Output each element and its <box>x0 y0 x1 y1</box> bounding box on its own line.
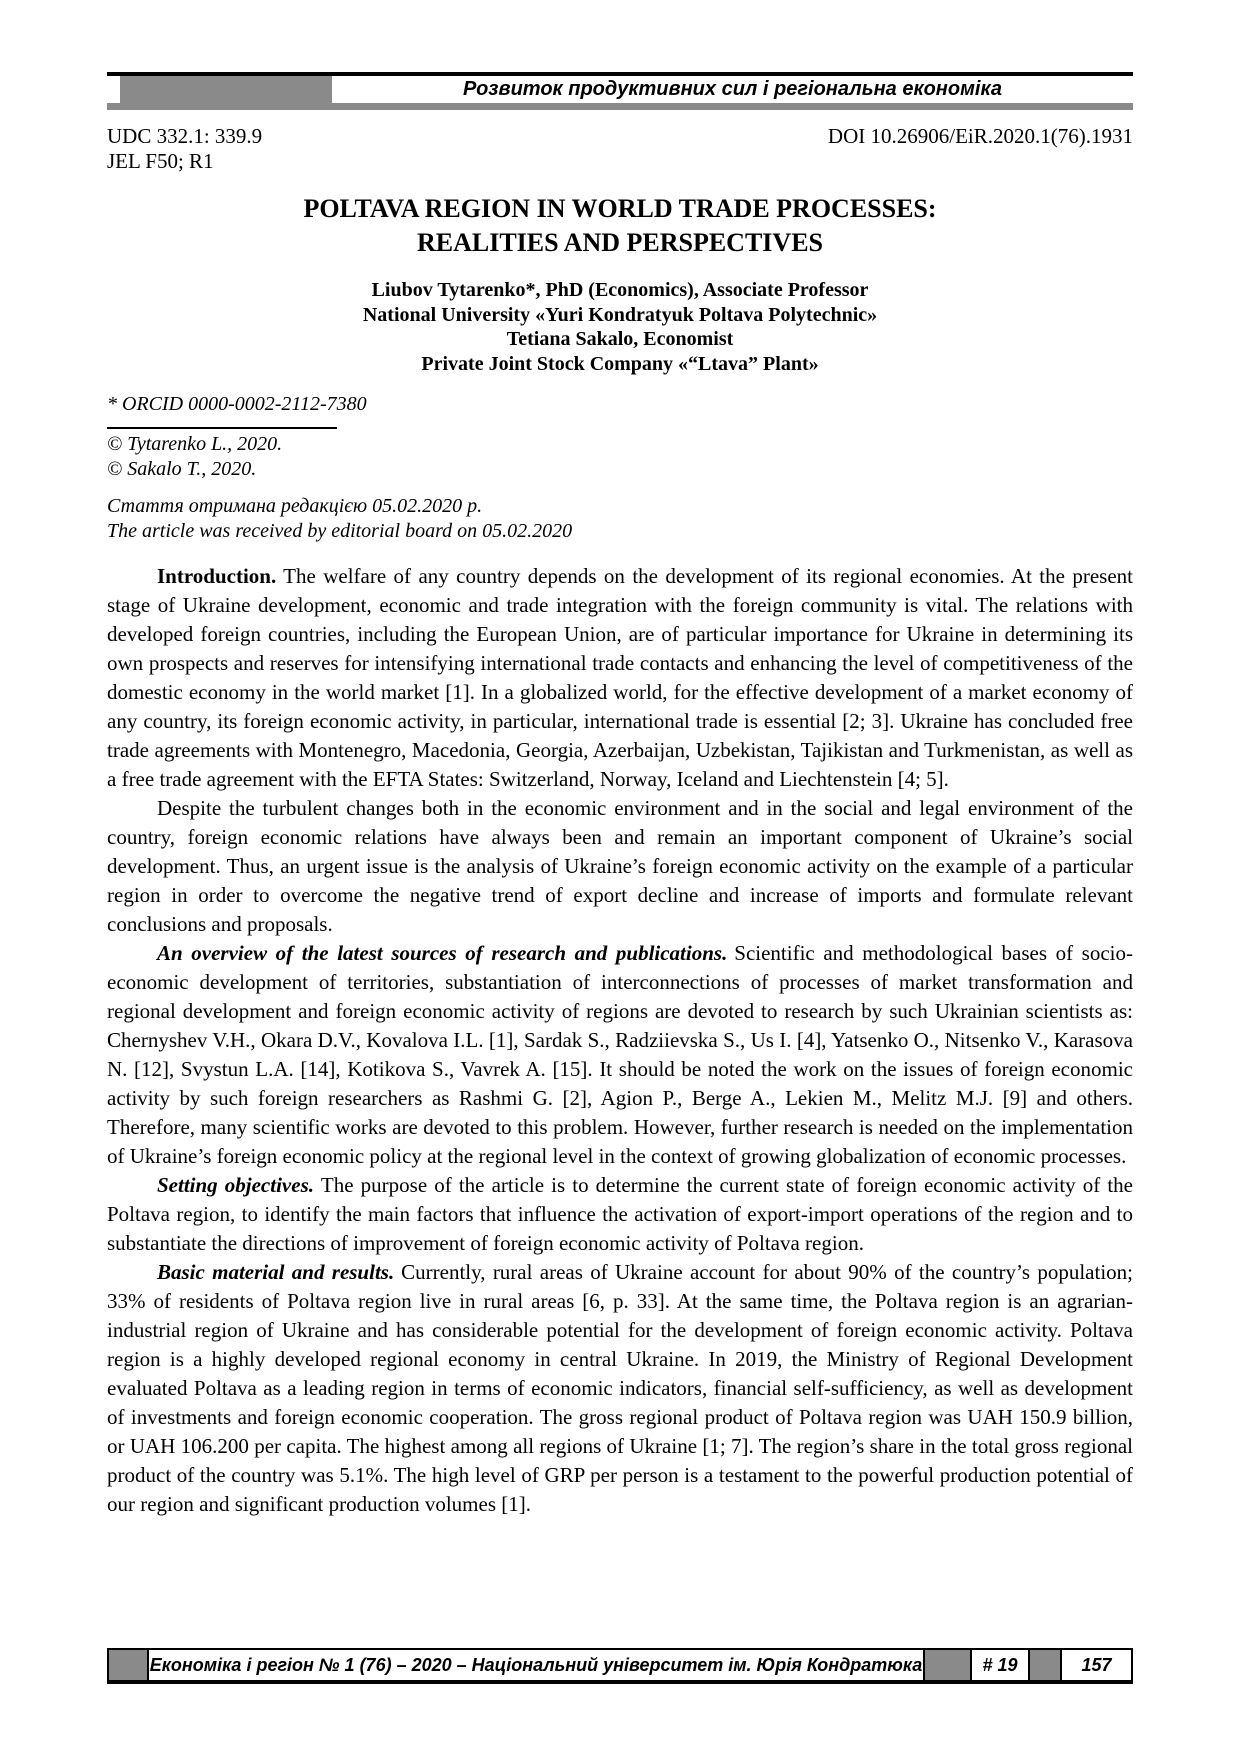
footer-page-number: 157 <box>1060 1650 1133 1680</box>
author-line: Liubov Tytarenko*, PhD (Economics), Associate Professor <box>371 279 869 301</box>
copyright-line: © Sakalo T., 2020. <box>107 458 257 480</box>
paragraph-lead: Introduction. <box>157 564 277 588</box>
footer-journal-line: Економіка і регіон № 1 (76) – 2020 – Національний університет ім. Юрія Кондратюка <box>147 1650 925 1680</box>
meta-row <box>107 124 1133 149</box>
paragraph-text: Currently, rural areas of Ukraine account for about 90% of the country’s population; 33% of residents of Poltava region live in rural areas [6, p. 33]. At the same time, the Poltava region is an agrarian-industrial region of Ukraine and has considerable potential for the development of foreign economic activity. Poltava region is a highly developed regional economy in central Ukraine. In 2019, the Ministry of Regional Development evaluated Poltava as a leading region in terms of economic indicators, financial self-sufficiency, as well as development of investments and foreign economic cooperation. The gross regional product of Poltava region was UAH 150.9 billion, or UAH 106.200 per capita. The highest among all regions of Ukraine [1; 7]. The region’s share in the total gross regional product of the country was 5.1%. The high level of GRP per person is a testament to the powerful production potential of our region and significant production volumes [1]. <box>107 1260 1134 1516</box>
journal-running-head <box>107 76 1133 103</box>
journal-section-title: Розвиток продуктивних сил і регіональна економіка <box>463 78 1002 100</box>
author-line: Tetiana Sakalo, Economist <box>506 328 734 350</box>
article-title-line1: POLTAVA REGION IN WORLD TRADE PROCESSES: <box>303 194 937 223</box>
copyright-block <box>107 432 1133 482</box>
paragraph-setting-objectives <box>107 1171 1133 1258</box>
footer-gray-box <box>107 1650 147 1680</box>
page-content <box>107 72 1133 1519</box>
footer-gray-box <box>1030 1650 1060 1680</box>
received-line-en: The article was received by editorial board on 05.02.2020 <box>107 520 573 542</box>
paragraph-text: The welfare of any country depends on the development of its regional economies. At the present stage of Ukraine development, economic and trade integration with the foreign community is vital. The relations with developed foreign countries, including the European Union, are of particular importance for Ukraine in determining its own prospects and reserves for intensifying international trade contacts and enhancing the level of competitiveness of the domestic economy in the world market [1]. In a globalized world, for the effective development of a market economy of any country, its foreign economic activity, in particular, international trade is essential [2; 3]. Ukraine has concluded free trade agreements with Montenegro, Macedonia, Georgia, Azerbaijan, Uzbekistan, Tajikistan and Turkmenistan, as well as a free trade agreement with the EFTA States: Switzerland, Norway, Iceland and Liechtenstein [4; 5]. <box>107 564 1133 791</box>
footer-gray-box <box>925 1650 970 1680</box>
author-affiliation: National University «Yuri Kondratyuk Poltava Polytechnic» <box>362 303 878 326</box>
paragraph-text: The purpose of the article is to determine the current state of foreign economic activity of the Poltava region, to identify the main factors that influence the activation of export-import operations of the region and to substantiate the directions of improvement of foreign economic activity of Poltava region. <box>107 1173 1133 1255</box>
article-title <box>107 192 1133 260</box>
paragraph-basic-material <box>107 1258 1133 1519</box>
received-block <box>107 494 1133 544</box>
authors-block <box>107 278 1133 376</box>
article-body <box>107 562 1133 1519</box>
footer-issue-number: # 19 <box>970 1650 1030 1680</box>
footnote-separator-rule <box>107 427 337 429</box>
doi-code: DOI 10.26906/EiR.2020.1(76).1931 <box>827 124 1133 148</box>
copyright-line: © Tytarenko L., 2020. <box>107 433 283 455</box>
paragraph-text: Scientific and methodological bases of socio-economic development of territories, substantiation of interconnections of processes of market transformation and regional development and foreign economic activity of regions are devoted to research by such Ukrainian scientists as: Chernyshev V.H., Okara D.V., Kovalova I.L. [1], Sardak S., Radziievska S., Us I. [4], Yatsenko O., Nitsenko V., Karasova N. [12], Svystun L.A. [14], Kotikova S., Vavrek A. [15]. It should be noted the work on the issues of foreign economic activity by such foreign researchers as Rashmi G. [2], Agion P., Berge A., Lekien M., Melitz M.J. [9] and others. Therefore, many scientific works are devoted to this problem. However, further research is needed on the implementation of Ukraine’s foreign economic policy at the regional level in the context of growing globalization of economic processes. <box>107 941 1134 1168</box>
paragraph-text: Despite the turbulent changes both in the economic environment and in the social and legal environment of the country, foreign economic relations have always been and remain an important component of Ukraine’s social development. Thus, an urgent issue is the analysis of Ukraine’s foreign economic activity on the example of a particular region in order to overcome the negative trend of export decline and increase of imports and formulate relevant conclusions and proposals. <box>107 796 1133 936</box>
paragraph-lead: Setting objectives. <box>157 1173 314 1197</box>
paragraph-despite <box>107 794 1133 939</box>
jel-row <box>107 149 1133 174</box>
article-title-line2: REALITIES AND PERSPECTIVES <box>416 228 823 257</box>
orcid-note: * ORCID 0000-0002-2112-7380 <box>107 393 367 415</box>
udc-code: UDC 332.1: 339.9 <box>107 124 263 148</box>
paragraph-lead: An overview of the latest sources of research and publications. <box>157 941 728 965</box>
header-gray-box <box>120 76 332 103</box>
received-line-uk: Стаття отримана редакцією 05.02.2020 р. <box>107 495 483 517</box>
paragraph-introduction <box>107 562 1133 794</box>
page-footer <box>107 1648 1133 1684</box>
paragraph-overview <box>107 939 1133 1171</box>
header-bottom-bar <box>107 103 1133 110</box>
jel-code: JEL F50; R1 <box>107 149 214 173</box>
paragraph-lead: Basic material and results. <box>157 1260 395 1284</box>
author-affiliation: Private Joint Stock Company «“Ltava” Plant» <box>421 352 819 375</box>
